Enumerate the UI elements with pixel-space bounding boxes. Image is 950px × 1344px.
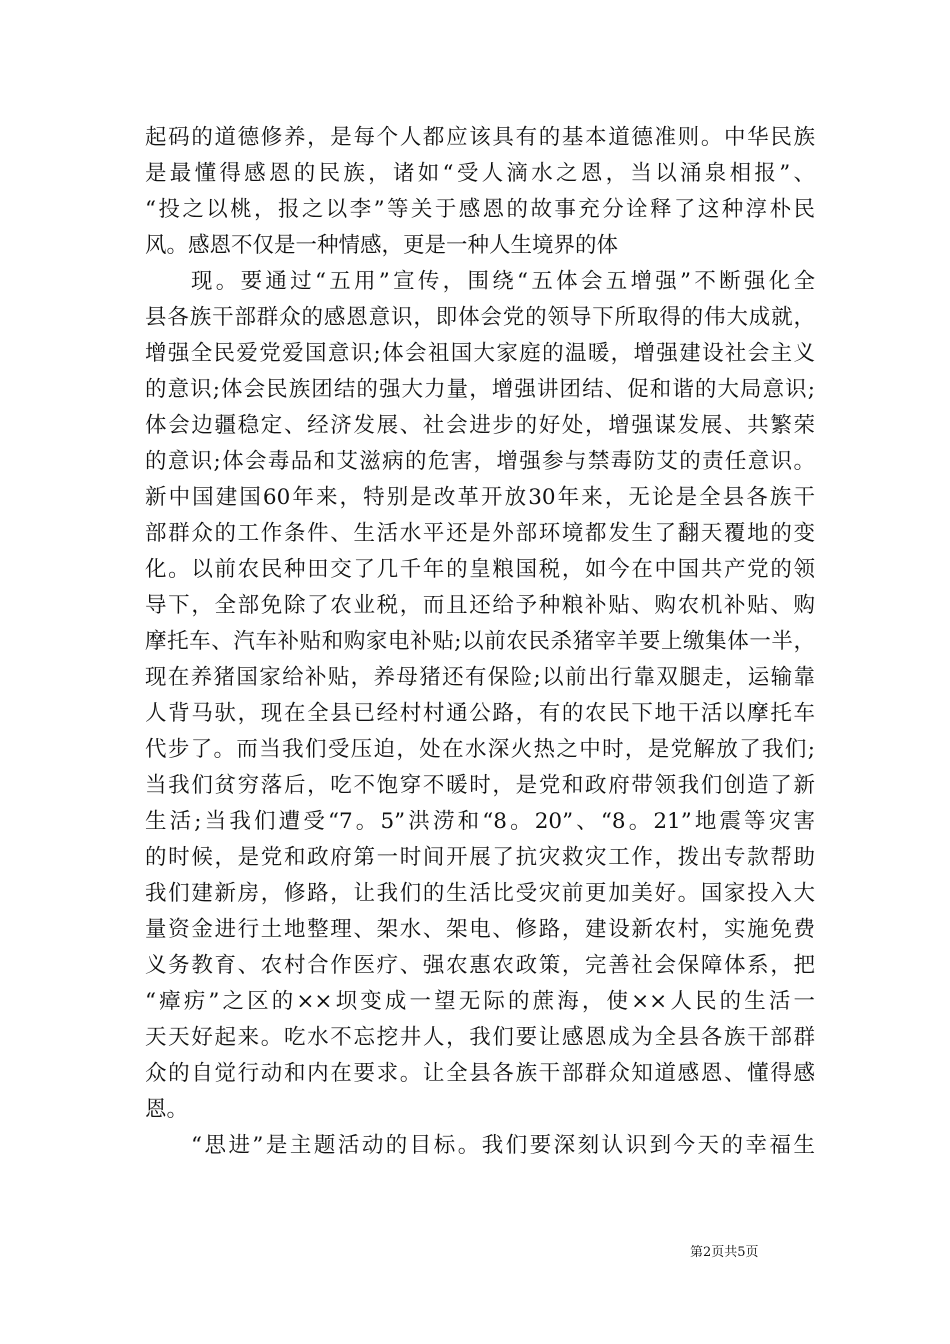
text-line: 的意识;体会毒品和艾滋病的危害，增强参与禁毒防艾的责任意识。 <box>145 449 815 474</box>
text-line: 天天好起来。吃水不忘挖井人，我们要让感恩成为全县各族干部群 <box>145 1025 815 1050</box>
body-text <box>145 120 815 1164</box>
text-line: 增强全民爱党爱国意识;体会祖国大家庭的温暖，增强建设社会主义 <box>145 341 815 366</box>
text-line: 新中国建国60年来，特别是改革开放30年来，无论是全县各族干 <box>145 485 815 510</box>
text-line: 量资金进行土地整理、架水、架电、修路，建设新农村，实施免费 <box>145 917 815 942</box>
text-line: 风。感恩不仅是一种情感，更是一种人生境界的体 <box>145 233 619 258</box>
text-line: 部群众的工作条件、生活水平还是外部环境都发生了翻天覆地的变 <box>145 521 815 546</box>
text-line: 的意识;体会民族团结的强大力量，增强讲团结、促和谐的大局意识; <box>145 377 815 402</box>
text-line: 现在养猪国家给补贴，养母猪还有保险;以前出行靠双腿走，运输靠 <box>145 665 815 690</box>
text-line: “投之以桃，报之以李”等关于感恩的故事充分诠释了这种淳朴民 <box>145 197 815 222</box>
text-line: 代步了。而当我们受压迫，处在水深火热之中时，是党解放了我们; <box>145 737 815 762</box>
text-line: 的时候，是党和政府第一时间开展了抗灾救灾工作，拨出专款帮助 <box>145 845 815 870</box>
text-line: 生活;当我们遭受“7。5”洪涝和“8。20”、“8。21”地震等灾害 <box>145 809 815 834</box>
text-line: 导下，全部免除了农业税，而且还给予种粮补贴、购农机补贴、购 <box>145 593 815 618</box>
text-line: “思进”是主题活动的目标。我们要深刻认识到今天的幸福生 <box>191 1133 815 1158</box>
text-line: 起码的道德修养，是每个人都应该具有的基本道德准则。中华民族 <box>145 125 815 150</box>
text-line: 义务教育、农村合作医疗、强农惠农政策，完善社会保障体系，把 <box>145 953 815 978</box>
text-line: 摩托车、汽车补贴和购家电补贴;以前农民杀猪宰羊要上缴集体一半， <box>145 629 815 654</box>
text-line: 现。要通过“五用”宣传，围绕“五体会五增强”不断强化全 <box>191 269 815 294</box>
text-line: 恩。 <box>145 1097 189 1122</box>
text-line: 当我们贫穷落后，吃不饱穿不暖时，是党和政府带领我们创造了新 <box>145 773 815 798</box>
page-number: 第2页共5页 <box>690 1245 759 1260</box>
text-line: 县各族干部群众的感恩意识，即体会党的领导下所取得的伟大成就， <box>145 305 815 330</box>
text-line: 化。以前农民种田交了几千年的皇粮国税，如今在中国共产党的领 <box>145 557 815 582</box>
text-line: 我们建新房，修路，让我们的生活比受灾前更加美好。国家投入大 <box>145 881 815 906</box>
text-line: 体会边疆稳定、经济发展、社会进步的好处，增强谋发展、共繁荣 <box>145 413 815 438</box>
text-line: 是最懂得感恩的民族，诸如“受人滴水之恩，当以涌泉相报”、 <box>145 161 815 186</box>
text-line: 众的自觉行动和内在要求。让全县各族干部群众知道感恩、懂得感 <box>145 1061 815 1086</box>
text-line: 人背马驮，现在全县已经村村通公路，有的农民下地干活以摩托车 <box>145 701 815 726</box>
text-line: “瘴疠”之区的××坝变成一望无际的蔗海，使××人民的生活一 <box>145 989 815 1014</box>
